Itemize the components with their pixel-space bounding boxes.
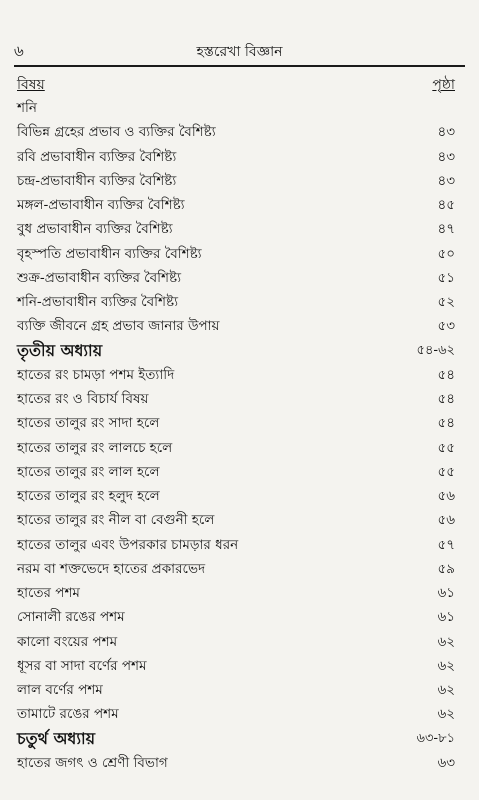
entry-label: রবি প্রভাবাধীন ব্যক্তির বৈশিষ্ট্য (17, 148, 177, 165)
entry-page-number: ৬৩-৮১ (416, 730, 455, 746)
list-item (17, 581, 455, 605)
entry-page-number: ৬২ (437, 706, 455, 723)
entry-page-number: ৫০ (437, 245, 455, 262)
entry-page-number: ৫২ (437, 294, 455, 310)
entry-label: বৃহস্পতি প্রভাবাধীন ব্যক্তির বৈশিষ্ট্য (17, 245, 202, 262)
entry-page-number: ৫৯ (437, 560, 455, 577)
entry-label: ব্যক্তি জীবনে গ্রহ প্রভাব জানার উপায় (17, 318, 220, 335)
entry-page-number: ৫৪ (437, 366, 455, 383)
entry-label: হাতের জগৎ ও শ্রেণী বিভাগ (17, 754, 168, 771)
list-item (17, 169, 455, 193)
entry-page-number: ৬২ (437, 657, 455, 674)
entry-label: হাতের তালুর রং হলুদ হলে (17, 488, 160, 504)
column-header-page: পৃষ্ঠা (432, 77, 455, 93)
list-item (17, 290, 455, 314)
entry-label: চতুর্থ অধ্যায় (17, 728, 96, 748)
page-number: ৬ (14, 42, 24, 60)
entry-page-number: ৬১ (437, 609, 455, 626)
entry-label: চন্দ্র-প্রভাবাধীন ব্যক্তির বৈশিষ্ট্য (17, 172, 177, 189)
entry-label: হাতের পশম (17, 585, 80, 601)
list-item (17, 217, 455, 241)
column-header-subject: বিষয় (17, 77, 45, 93)
entry-label: হাতের তালুর এবং উপরকার চামড়ার ধরন (17, 536, 239, 553)
entry-label: তৃতীয় অধ্যায় (17, 340, 103, 360)
list-item (17, 193, 455, 217)
entry-page-number: ৪৩ (437, 172, 455, 189)
list-item (17, 702, 455, 726)
entry-page-number: ৫৫ (437, 463, 455, 480)
list-item (17, 533, 455, 557)
chapter-row (17, 339, 455, 363)
entry-page-number: ৫১ (437, 269, 455, 286)
list-item (17, 266, 455, 290)
entry-page-number: ৫৫ (437, 439, 455, 456)
list-item (17, 484, 455, 508)
entry-label: সোনালী রঙের পশম (17, 609, 125, 626)
entry-page-number: ৪৭ (437, 221, 455, 238)
entry-page-number: ৫৬ (437, 512, 455, 529)
running-title: হস্তরেখা বিজ্ঞান (196, 44, 283, 60)
entry-label: শুক্র-প্রভাবাধীন ব্যক্তির বৈশিষ্ট্য (17, 269, 181, 286)
entry-page-number: ৫৩ (437, 318, 455, 335)
chapter-row (17, 727, 455, 751)
entry-label: হাতের তালুর রং লালচে হলে (17, 439, 173, 456)
entry-page-number: ৪৫ (437, 197, 455, 213)
entry-label: শনি (17, 100, 37, 116)
entry-label: হাতের রং চামড়া পশম ইত্যাদি (17, 366, 175, 383)
entry-page-number: ৪৩ (437, 148, 455, 165)
list-item (17, 654, 455, 678)
list-item (17, 145, 455, 169)
header-rule (14, 65, 465, 67)
entry-page-number: ৬২ (437, 633, 455, 650)
entry-page-number: ৬৩ (437, 754, 455, 771)
entry-page-number: ৫৪ (437, 391, 455, 407)
entry-page-number: ৬১ (437, 585, 455, 601)
entry-label: মঙ্গল-প্রভাবাধীন ব্যক্তির বৈশিষ্ট্য (17, 197, 185, 213)
contents-list (17, 96, 455, 775)
entry-label: বুধ প্রভাবাধীন ব্যক্তির বৈশিষ্ট্য (17, 221, 173, 238)
list-item (17, 460, 455, 484)
list-item (17, 314, 455, 338)
list-item (17, 120, 455, 144)
list-item (17, 436, 455, 460)
list-item (17, 387, 455, 411)
entry-label: কালো বংয়ের পশম (17, 633, 118, 650)
list-item (17, 557, 455, 581)
entry-label: বিভিন্ন গ্রহের প্রভাব ও ব্যক্তির বৈশিষ্ট্য (17, 124, 216, 141)
entry-label: শনি-প্রভাবাধীন ব্যক্তির বৈশিষ্ট্য (17, 294, 178, 310)
list-item (17, 411, 455, 435)
list-item (17, 363, 455, 387)
entry-label: লাল বর্ণের পশম (17, 682, 103, 698)
entry-label: হাতের তালুর রং নীল বা বেগুনী হলে (17, 512, 215, 529)
list-item (17, 508, 455, 532)
list-item (17, 630, 455, 654)
entry-label: হাতের রং ও বিচার্য বিষয় (17, 391, 149, 407)
list-item (17, 751, 455, 775)
page-header (14, 40, 465, 62)
list-item (17, 96, 455, 120)
entry-page-number: ৫৪ (437, 415, 455, 432)
entry-label: তামাটে রঙের পশম (17, 706, 119, 723)
entry-label: ধূসর বা সাদা বর্ণের পশম (17, 657, 147, 674)
list-item (17, 605, 455, 629)
list-item (17, 678, 455, 702)
entry-page-number: ৫৭ (437, 536, 455, 553)
entry-label: হাতের তালুর রং সাদা হলে (17, 415, 160, 432)
entry-page-number: ৫৪-৬২ (416, 342, 455, 358)
entry-page-number: ৫৬ (437, 488, 455, 504)
entry-page-number: ৪৩ (437, 124, 455, 141)
entry-page-number: ৬২ (437, 682, 455, 698)
entry-label: হাতের তালুর রং লাল হলে (17, 463, 160, 480)
list-item (17, 242, 455, 266)
entry-label: নরম বা শক্তভেদে হাতের প্রকারভেদ (17, 560, 206, 577)
